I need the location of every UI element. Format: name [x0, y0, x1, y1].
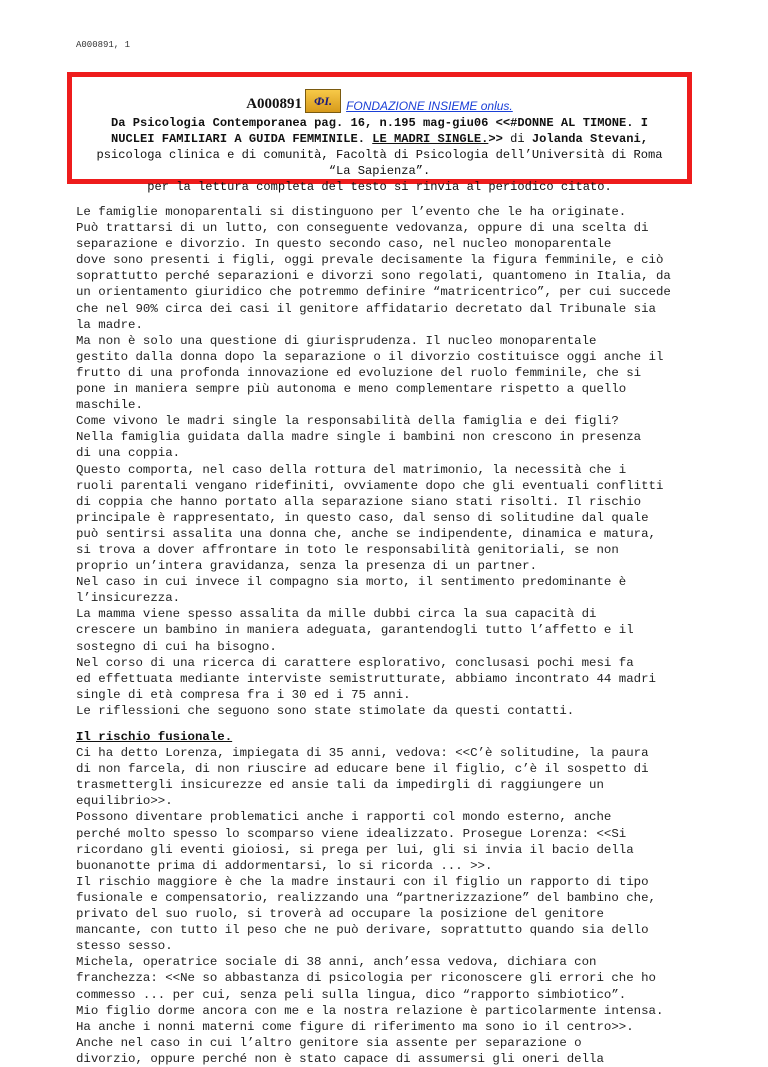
section-spacer — [76, 719, 696, 729]
body-paragraphs-intro — [76, 204, 696, 719]
text-line: Michela, operatrice sociale di 38 anni, anch’essa vedova, dichiara con — [76, 955, 597, 970]
foundation-link[interactable]: FONDAZIONE INSIEME onlus. — [346, 99, 513, 113]
header-note: per la lettura completa del testo si rinvia al periodico citato. — [147, 180, 612, 194]
header-code-line — [78, 89, 681, 113]
text-line: Nella famiglia guidata dalla madre single i bambini non crescono in presenza — [76, 430, 642, 445]
text-line: dove sono presenti i figli, oggi prevale decisamente la figura femminile, e ciò — [76, 253, 664, 268]
text-line: single di età compresa fra i 30 ed i 75 anni. — [76, 687, 411, 702]
text-line: un orientamento giuridico che potremmo definire “matricentrico”, per cui succede — [76, 285, 671, 300]
text-line: di una coppia. — [76, 446, 181, 461]
text-line: ed effettuata mediante interviste semistrutturate, abbiamo incontrato 44 madri — [76, 671, 656, 686]
header-title-line — [78, 131, 681, 147]
text-line: l’insicurezza. — [76, 591, 181, 606]
header-source-line: Da Psicologia Contemporanea pag. 16, n.195 mag-giu06 <<#DONNE AL TIMONE. I — [110, 116, 649, 130]
header-university: “La Sapienza”. — [328, 164, 431, 178]
text-line: soprattutto perché separazioni e divorzi sono regolati, quantomeno in Italia, da — [76, 269, 671, 284]
header-title-close: >> — [488, 132, 511, 146]
text-line: Ha anche i nonni materni come figure di riferimento ma sono io il centro>>. — [76, 1019, 634, 1034]
header-author: Jolanda Stevani, — [531, 132, 649, 146]
body-paragraphs-section — [76, 745, 696, 1067]
text-line: perché molto spesso lo scomparso viene idealizzato. Prosegue Lorenza: <<Si — [76, 826, 627, 841]
text-line: che nel 90% circa dei casi il genitore affidatario decretato dal Tribunale sia — [76, 301, 656, 316]
text-line: la madre. — [76, 317, 143, 332]
text-line: Il rischio maggiore è che la madre instauri con il figlio un rapporto di tipo — [76, 874, 649, 889]
text-line: privato del suo ruolo, si troverà ad occupare la posizione del genitore — [76, 907, 604, 922]
text-line: crescere un bambino in maniera adeguata, garantendogli tutto l’affetto e il — [76, 623, 634, 638]
section-title: Il rischio fusionale. — [76, 730, 233, 744]
text-line: gestito dalla donna dopo la separazione o il divorzio costituisce oggi anche il — [76, 349, 664, 364]
text-line: Anche nel caso in cui l’altro genitore sia assente per separazione o — [76, 1035, 582, 1050]
document-code: A000891 — [246, 96, 303, 112]
text-line: trasmettergli insicurezze ed ansie tali da impedirgli di raggiungere un — [76, 778, 604, 793]
header-title-part: NUCLEI FAMILIARI A GUIDA FEMMINILE. — [110, 132, 373, 146]
text-line: maschile. — [76, 398, 143, 413]
text-line: Nel caso in cui invece il compagno sia morto, il sentimento predominante è — [76, 575, 627, 590]
text-line: ruoli parentali vengano ridefiniti, ovviamente dopo che gli eventuali conflitti — [76, 478, 664, 493]
text-line: buonanotte prima di addormentarsi, lo si ricorda ... >>. — [76, 858, 493, 873]
text-line: si trova a dover affrontare in toto le responsabilità genitoriali, se non — [76, 542, 619, 557]
text-line: di coppia che hanno portato alla separazione siano stati risolti. Il rischio — [76, 494, 642, 509]
text-line: frutto di una profonda innovazione ed evoluzione del ruolo femminile, che si — [76, 365, 642, 380]
text-line: proprio un’intera gravidanza, senza la presenza di un partner. — [76, 559, 538, 574]
text-line: Possono diventare problematici anche i rapporti col mondo esterno, anche — [76, 810, 612, 825]
text-line: separazione e divorzio. In questo secondo caso, nel nucleo monoparentale — [76, 237, 612, 252]
text-line: divorzio, oppure perché non è stato capace di assumersi gli oneri della — [76, 1051, 604, 1066]
foundation-logo: ФI. — [305, 89, 341, 113]
text-line: ricordano gli eventi gioiosi, si prega per lui, gli si invia il bacio della — [76, 842, 634, 857]
text-line: Mio figlio dorme ancora con me e la nostra relazione è particolarmente intensa. — [76, 1003, 664, 1018]
text-line: stesso sesso. — [76, 939, 173, 954]
text-line: mancante, con tutto il peso che ne può derivare, soprattutto quando sia dello — [76, 923, 649, 938]
text-line: sostegno di cui ha bisogno. — [76, 639, 277, 654]
text-line: Questo comporta, nel caso della rottura del matrimonio, la necessità che i — [76, 462, 627, 477]
text-line: equilibrio>>. — [76, 794, 173, 809]
text-line: Ci ha detto Lorenza, impiegata di 35 anni, vedova: <<C’è solitudine, la paura — [76, 746, 649, 761]
running-head: A000891, 1 — [76, 40, 131, 50]
header-affiliation: psicologa clinica e di comunità, Facoltà di Psicologia dell’Università di Roma — [96, 148, 663, 162]
article-header-box — [67, 72, 692, 194]
text-line: può sentirsi assalita una donna che, anche se indipendente, dinamica e matura, — [76, 526, 656, 541]
text-line: Nel corso di una ricerca di carattere esplorativo, conclusasi pochi mesi fa — [76, 655, 634, 670]
text-line: La mamma viene spesso assalita da mille dubbi circa la sua capacità di — [76, 607, 597, 622]
text-line: fusionale e compensatorio, realizzando una “partnerizzazione” del bambino che, — [76, 890, 656, 905]
text-line: Le riflessioni che seguono sono state stimolate da questi contatti. — [76, 703, 575, 718]
text-line: Le famiglie monoparentali si distinguono per l’evento che le ha originate. — [76, 205, 627, 219]
text-line: Come vivono le madri single la responsabilità della famiglia e dei figli? — [76, 414, 619, 429]
article-body — [76, 204, 696, 1067]
text-line: pone in maniera sempre più autonoma e meno complementare rispetto a quello — [76, 382, 627, 397]
text-line: commesso ... per cui, senza peli sulla lingua, dico “rapporto simbiotico”. — [76, 987, 627, 1002]
text-line: Ma non è solo una questione di giurisprudenza. Il nucleo monoparentale — [76, 333, 597, 348]
header-by: di — [510, 132, 532, 146]
header-title-underlined: LE MADRI SINGLE. — [372, 132, 489, 146]
text-line: principale è rappresentato, in questo caso, dal senso di solitudine dal quale — [76, 510, 649, 525]
text-line: Può trattarsi di un lutto, con conseguente vedovanza, oppure di una scelta di — [76, 221, 649, 236]
text-line: di non farcela, di non riuscire ad educare bene il figlio, c’è il sospetto di — [76, 762, 649, 777]
text-line: franchezza: <<Ne so abbastanza di psicologia per riconoscere gli errori che ho — [76, 971, 656, 986]
